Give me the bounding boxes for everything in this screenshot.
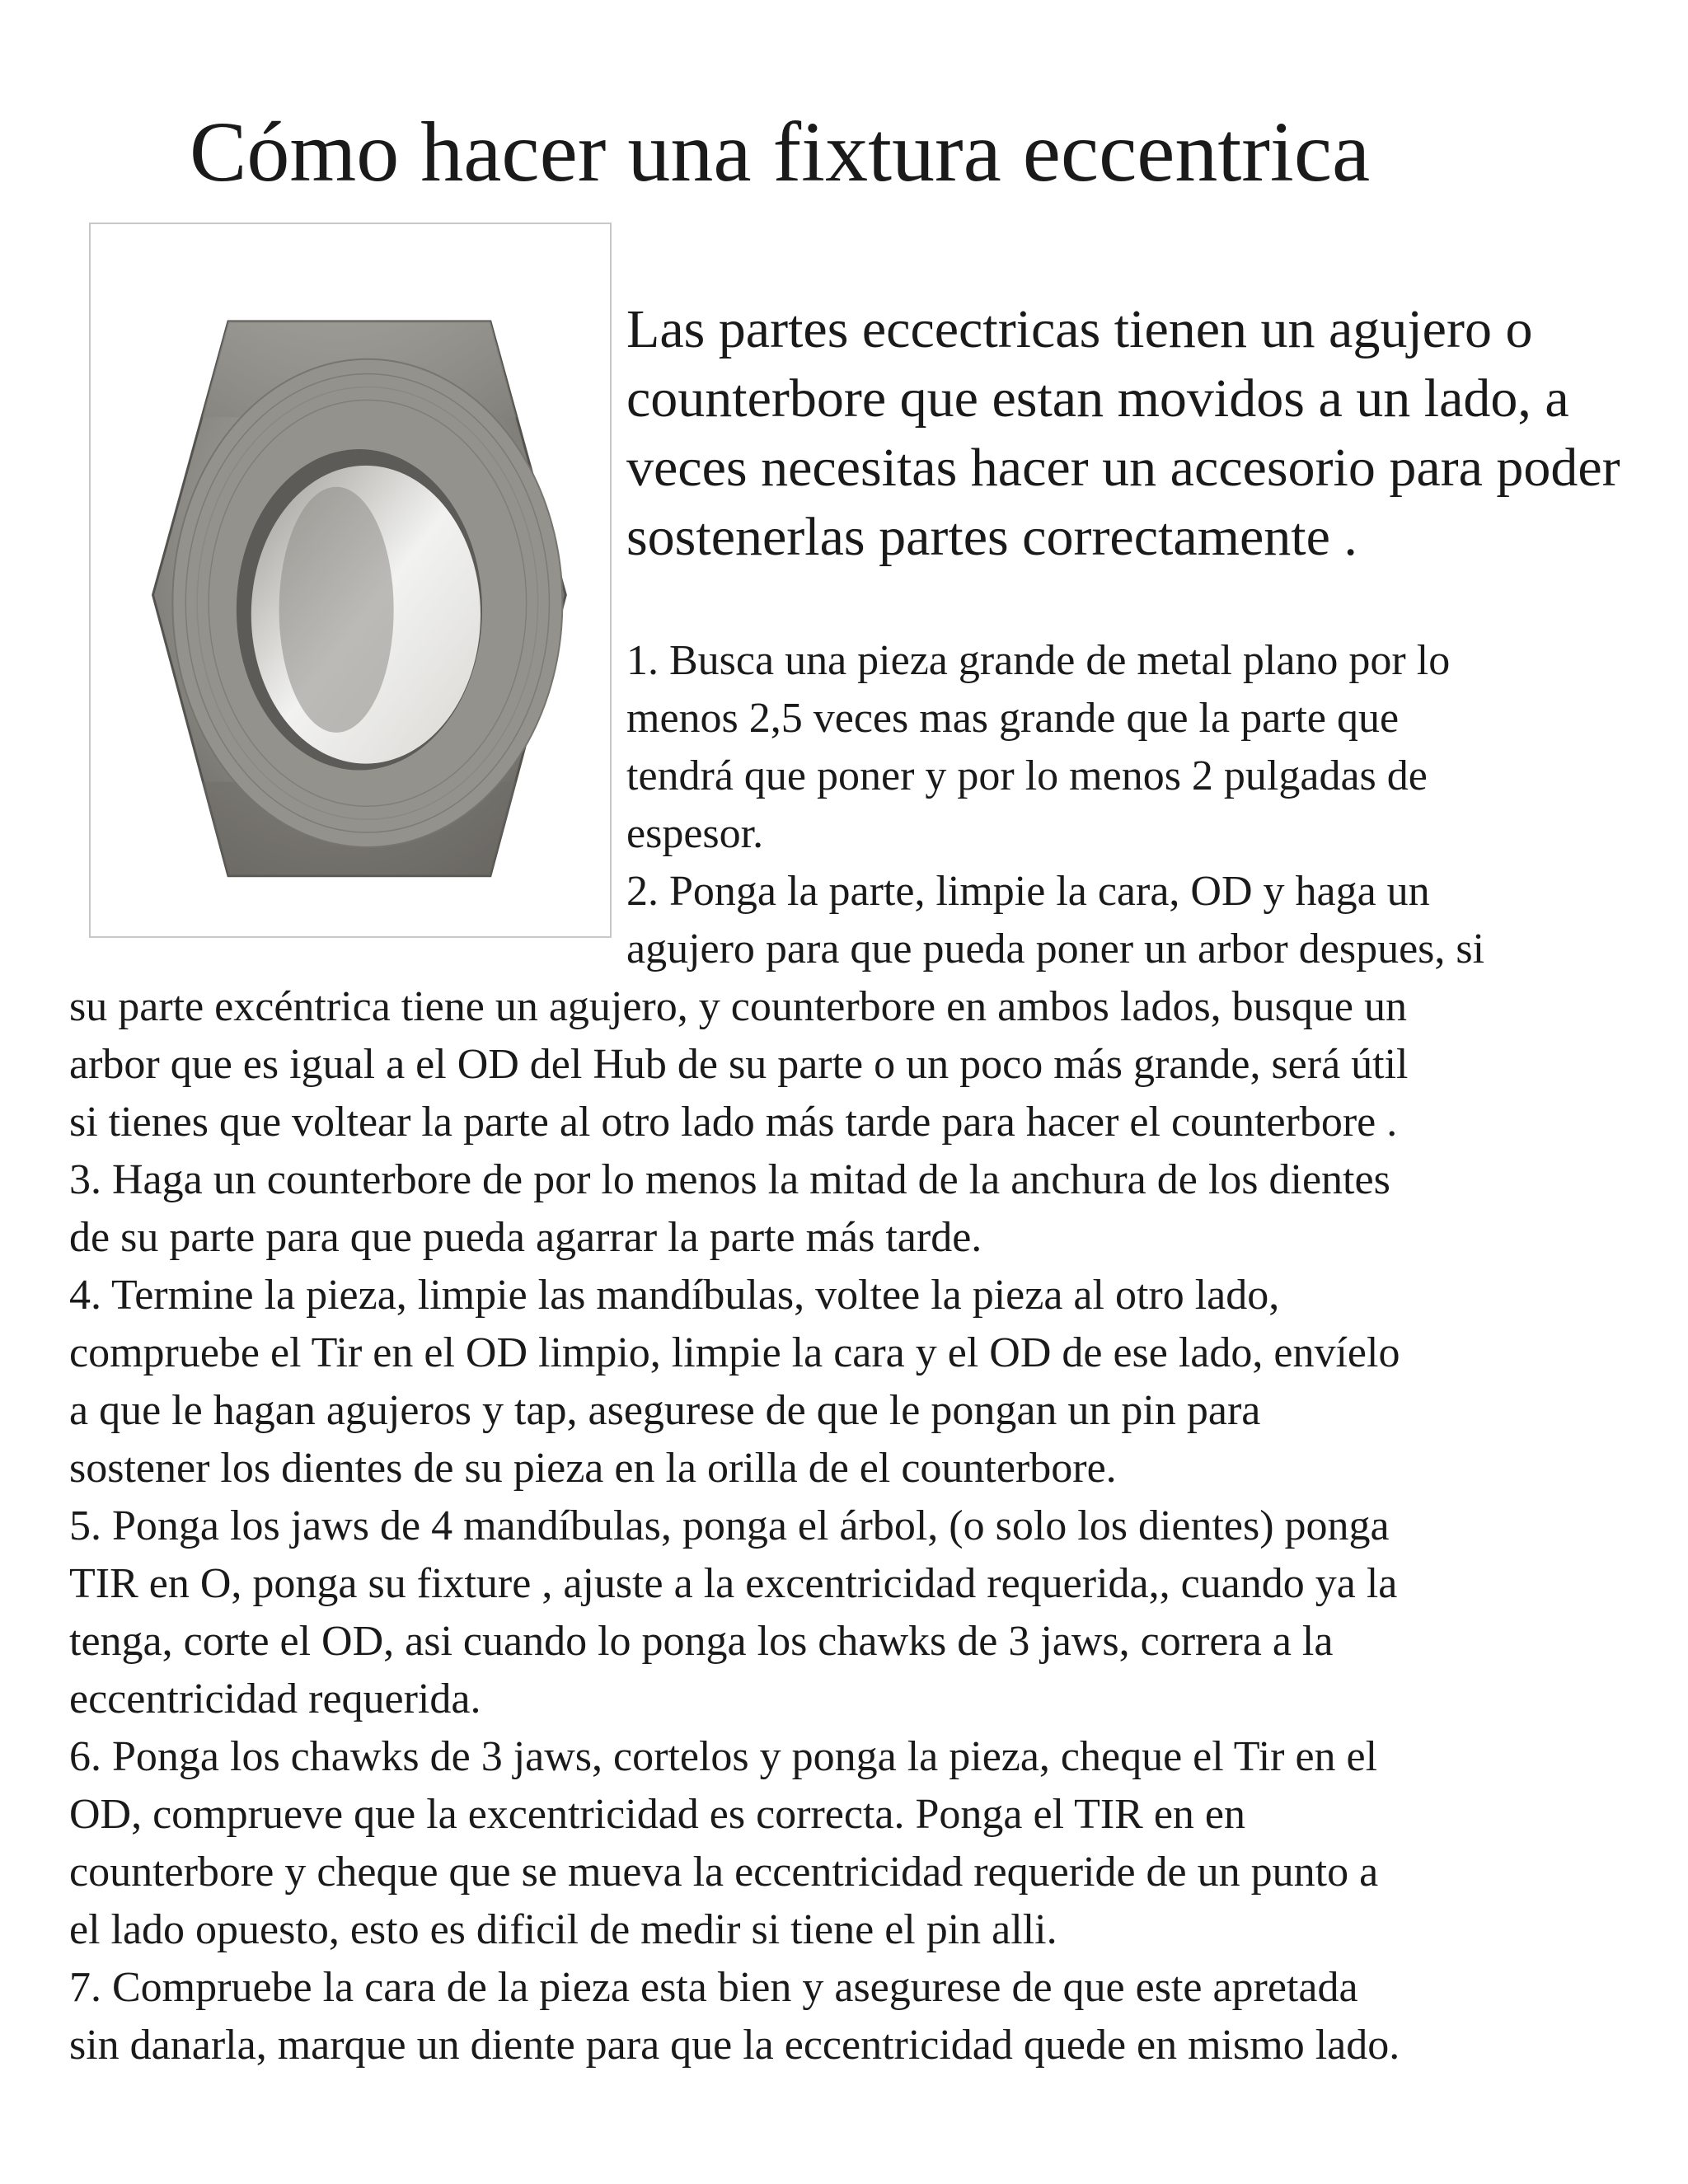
text-line: 3. Haga un counterbore de por lo menos la mitad de la anchura de los dientes xyxy=(69,1156,1390,1203)
text-line: sostener los dientes de su pieza en la orilla de el counterbore. xyxy=(69,1445,1117,1492)
text-line: 6. Ponga los chawks de 3 jaws, cortelos y ponga la pieza, cheque el Tir en el xyxy=(69,1733,1378,1780)
intro-paragraph: Las partes eccectricas tienen un agujero o counterbore que estan movidos a un lado, a veces necesitas hacer un accesorio para poder sostenerlas partes correctamente . xyxy=(626,299,1620,567)
page-title: Cómo hacer una fixtura eccentrica xyxy=(190,105,1371,199)
text-line: 2. Ponga la parte, limpie la cara, OD y haga un xyxy=(626,868,1430,915)
hex-nut-photo xyxy=(89,223,612,938)
text-line: OD, comprueve que la excentricidad es correcta. Ponga el TIR en en xyxy=(69,1791,1246,1838)
text-line: 1. Busca una pieza grande de metal plano por lo xyxy=(626,637,1451,684)
text-line: 4. Termine la pieza, limpie las mandíbulas, voltee la pieza al otro lado, xyxy=(69,1272,1280,1319)
text-line: el lado opuesto, esto es dificil de medir si tiene el pin alli. xyxy=(69,1906,1057,1953)
text-line: arbor que es igual a el OD del Hub de su parte o un poco más grande, será útil xyxy=(69,1041,1409,1088)
text-line: tenga, corte el OD, asi cuando lo ponga los chawks de 3 jaws, correra a la xyxy=(69,1618,1334,1665)
text-line: agujero para que pueda poner un arbor despues, si xyxy=(626,926,1485,972)
text-line: menos 2,5 veces mas grande que la parte que xyxy=(626,695,1400,742)
text-line: 7. Compruebe la cara de la pieza esta bien y asegurese de que este apretada xyxy=(69,1964,1358,2011)
text-line: tendrá que poner y por lo menos 2 pulgadas de xyxy=(626,752,1428,799)
hex-nut-illustration xyxy=(91,224,610,936)
text-line: espesor. xyxy=(626,810,764,857)
text-line: su parte excéntrica tiene un agujero, y counterbore en ambos lados, busque un xyxy=(69,983,1407,1030)
text-line: de su parte para que pueda agarrar la parte más tarde. xyxy=(69,1214,982,1261)
text-line: counterbore y cheque que se mueva la eccentricidad requeride de un punto a xyxy=(69,1849,1379,1896)
text-line: eccentricidad requerida. xyxy=(69,1675,481,1722)
text-line: 5. Ponga los jaws de 4 mandíbulas, ponga el árbol, (o solo los dientes) ponga xyxy=(69,1502,1390,1549)
text-line: sin danarla, marque un diente para que la eccentricidad quede en mismo lado. xyxy=(69,2022,1400,2069)
text-line: TIR en O, ponga su fixture , ajuste a la excentricidad requerida,, cuando ya la xyxy=(69,1560,1398,1607)
text-line: compruebe el Tir en el OD limpio, limpie la cara y el OD de ese lado, envíelo xyxy=(69,1329,1400,1376)
text-line: si tienes que voltear la parte al otro lado más tarde para hacer el counterbore . xyxy=(69,1099,1398,1146)
text-line: a que le hagan agujeros y tap, asegurese de que le pongan un pin para xyxy=(69,1387,1261,1434)
